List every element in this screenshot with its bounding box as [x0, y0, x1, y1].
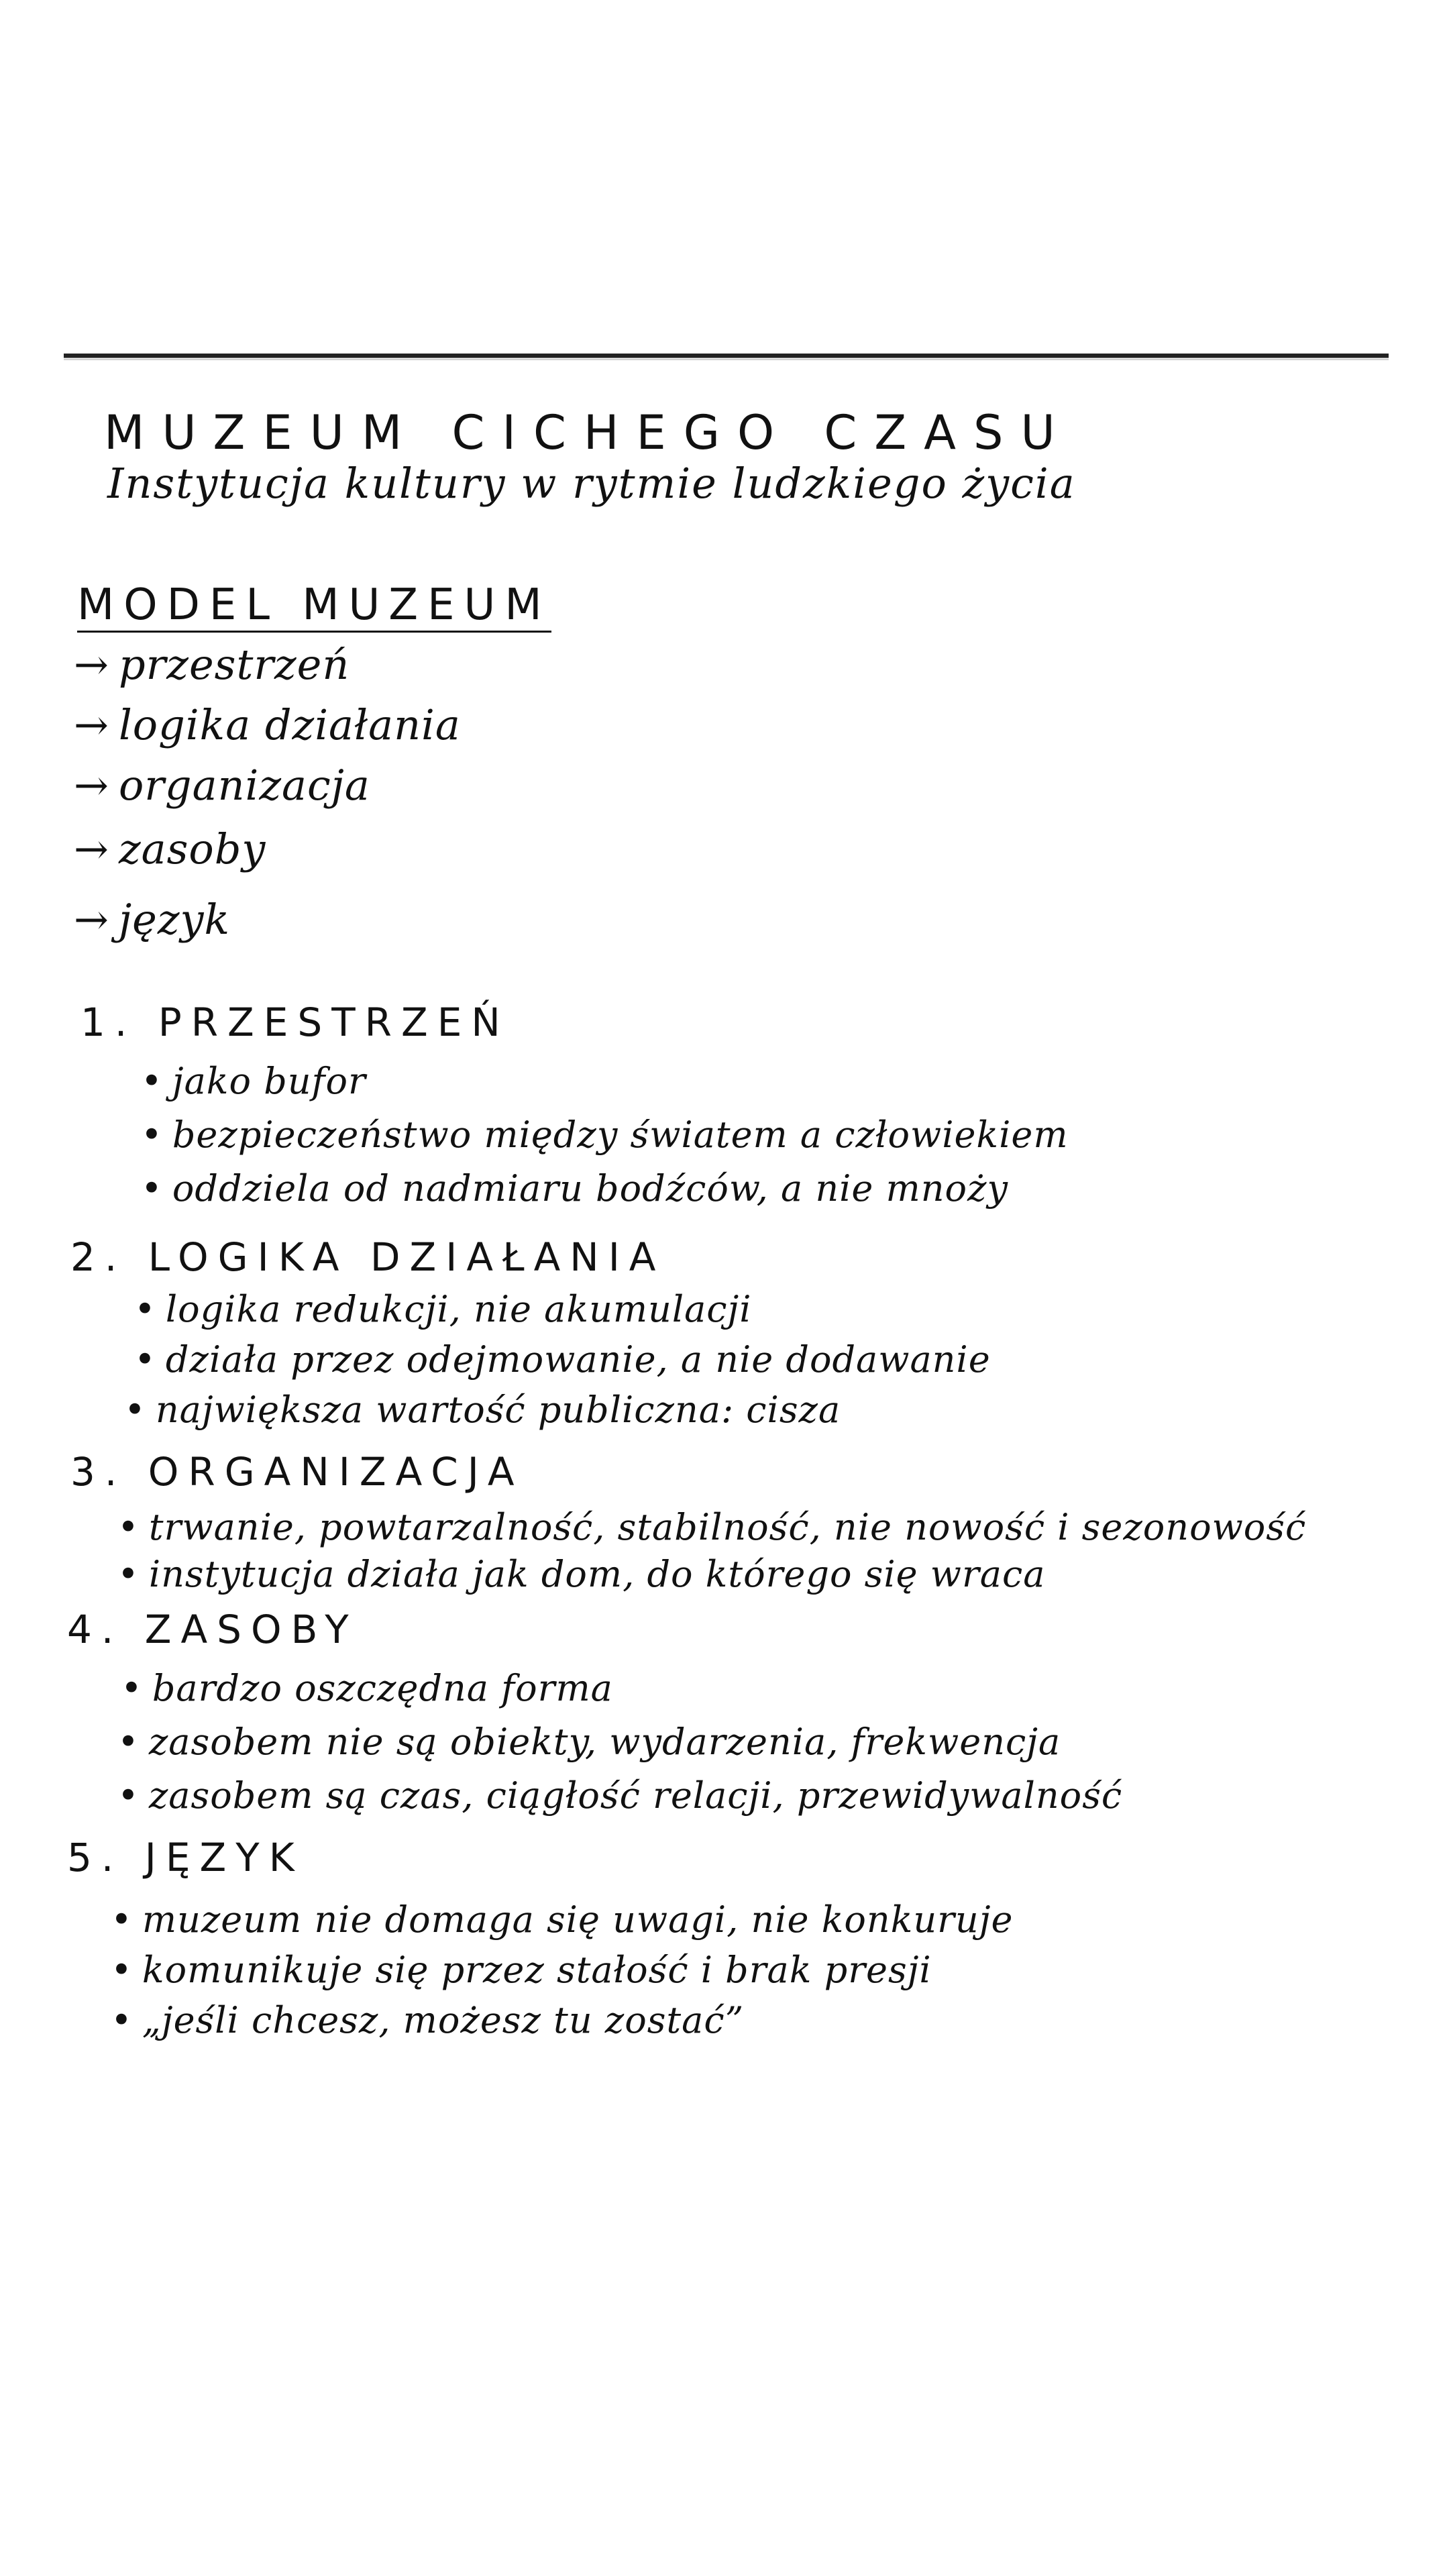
model-item: [74, 895, 231, 944]
bullet-text: bezpieczeństwo między światem a człowiekiem: [172, 1114, 1069, 1156]
model-item: [74, 824, 266, 873]
list-item: [117, 1774, 1123, 1817]
list-item: [141, 1114, 1069, 1156]
model-item-label: zasoby: [118, 824, 266, 873]
list-item: [117, 1553, 1046, 1595]
bullet-text: oddziela od nadmiaru bodźców, a nie mnoży: [172, 1167, 1008, 1210]
model-item: [74, 761, 370, 810]
arrow-icon: →: [74, 761, 109, 810]
bullet-text: działa przez odejmowanie, a nie dodawanie: [165, 1338, 991, 1381]
paper-top-edge: [64, 354, 1389, 358]
arrow-icon: →: [74, 824, 109, 873]
list-item: [141, 1167, 1008, 1210]
model-item-label: logika działania: [118, 700, 461, 749]
bullet-text: trwanie, powtarzalność, stabilność, nie nowość i sezonowość: [148, 1506, 1307, 1548]
list-item: [134, 1288, 752, 1330]
bullet-text: instytucja działa jak dom, do którego się wraca: [148, 1553, 1046, 1595]
bullet-icon: •: [117, 1774, 140, 1817]
list-item: [117, 1721, 1061, 1763]
list-item: [124, 1389, 841, 1431]
bullet-icon: •: [134, 1338, 156, 1381]
bullet-text: jako bufor: [172, 1060, 366, 1102]
bullet-icon: •: [121, 1667, 143, 1709]
model-item-label: przestrzeń: [118, 640, 350, 689]
bullet-icon: •: [141, 1114, 163, 1156]
bullet-icon: •: [117, 1553, 140, 1595]
section-heading-jezyk: 5. JĘZYK: [67, 1835, 304, 1880]
arrow-icon: →: [74, 700, 109, 749]
model-item-label: organizacja: [118, 761, 370, 810]
list-item: [121, 1667, 613, 1709]
document-title: MUZEUM CICHEGO CZASU: [104, 405, 1073, 460]
bullet-text: komunikuje się przez stałość i brak presji: [142, 1949, 932, 1991]
model-item-label: język: [118, 895, 231, 944]
bullet-icon: •: [141, 1060, 163, 1102]
section-heading-logika: 2. LOGIKA DZIAŁANIA: [70, 1234, 665, 1280]
bullet-icon: •: [141, 1167, 163, 1210]
bullet-text: „jeśli chcesz, możesz tu zostać”: [142, 1999, 745, 2041]
document-subtitle: Instytucja kultury w rytmie ludzkiego życia: [107, 459, 1076, 508]
model-item: [74, 640, 350, 689]
list-item: [111, 1949, 932, 1991]
paper-edge-shadow: [64, 359, 1389, 360]
list-item: [111, 1898, 1014, 1941]
section-heading-zasoby: 4. ZASOBY: [67, 1607, 358, 1652]
list-item: [134, 1338, 991, 1381]
bullet-icon: •: [117, 1721, 140, 1763]
list-item: [111, 1999, 745, 2041]
bullet-text: logika redukcji, nie akumulacji: [165, 1288, 752, 1330]
list-item: [117, 1506, 1307, 1548]
bullet-icon: •: [117, 1506, 140, 1548]
section-heading-przestrzen: 1. PRZESTRZEŃ: [80, 1000, 510, 1045]
bullet-icon: •: [111, 1898, 133, 1941]
bullet-icon: •: [134, 1288, 156, 1330]
bullet-text: muzeum nie domaga się uwagi, nie konkuruje: [142, 1898, 1014, 1941]
arrow-icon: →: [74, 640, 109, 689]
bullet-icon: •: [111, 1949, 133, 1991]
bullet-text: zasobem nie są obiekty, wydarzenia, frekwencja: [148, 1721, 1061, 1763]
model-heading: MODEL MUZEUM: [77, 584, 551, 633]
bullet-text: zasobem są czas, ciągłość relacji, przewidywalność: [148, 1774, 1123, 1817]
list-item: [141, 1060, 366, 1102]
bullet-text: bardzo oszczędna forma: [152, 1667, 613, 1709]
section-heading-organizacja: 3. ORGANIZACJA: [70, 1449, 524, 1495]
model-item: [74, 700, 461, 749]
arrow-icon: →: [74, 895, 109, 944]
bullet-icon: •: [111, 1999, 133, 2041]
bullet-icon: •: [124, 1389, 146, 1431]
bullet-text: największa wartość publiczna: cisza: [155, 1389, 841, 1431]
